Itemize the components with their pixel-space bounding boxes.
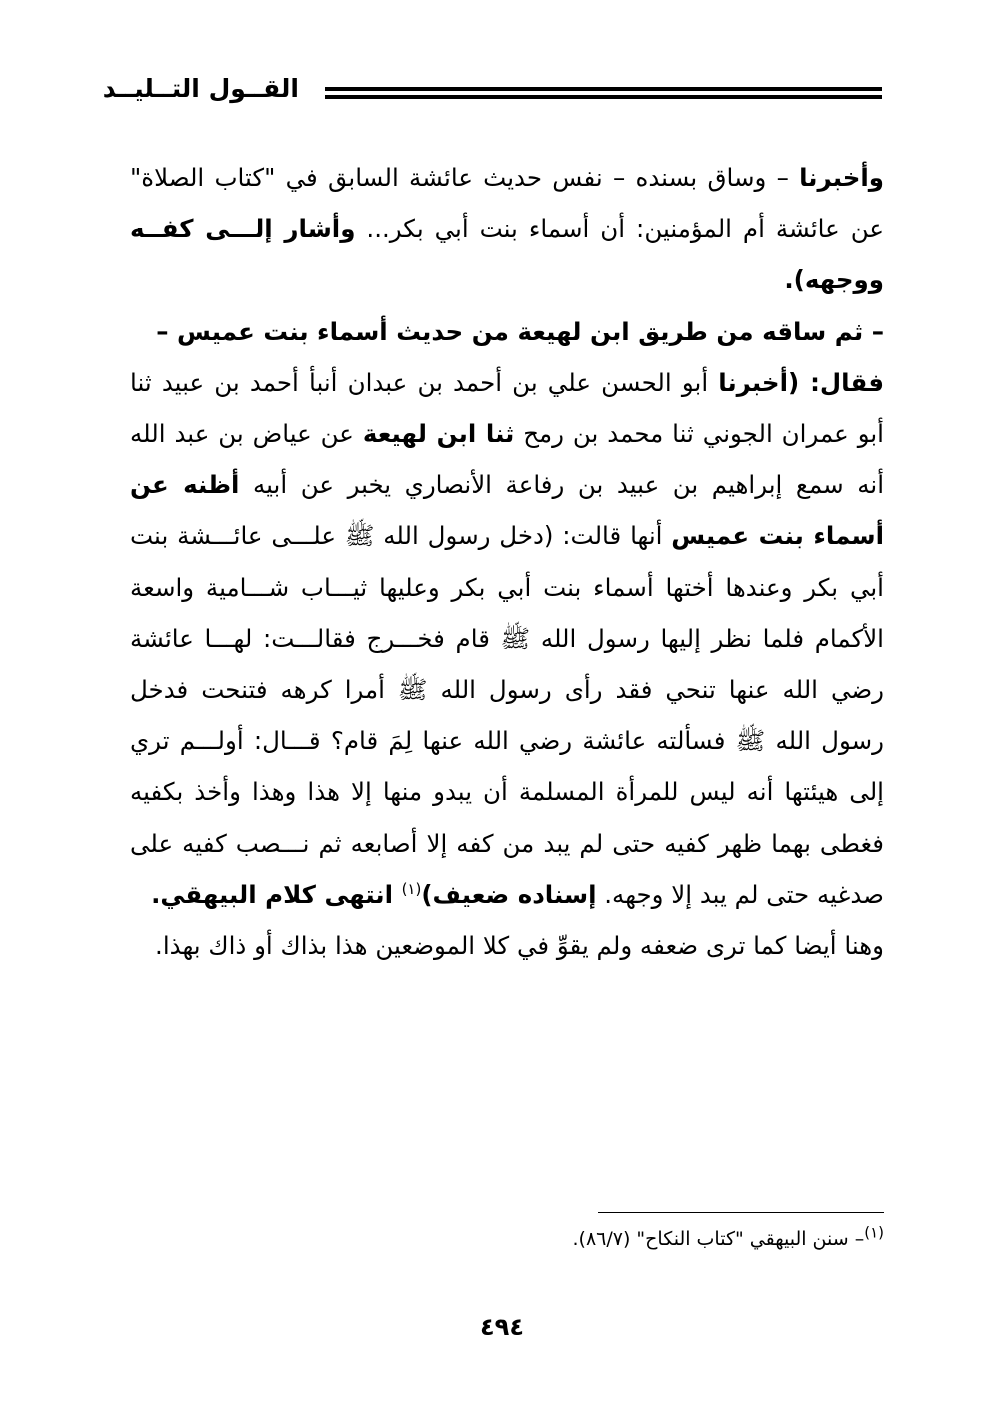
- text-run: وهنا أيضا كما ترى ضعفه ولم يقوِّ في كلا الموضعين هذا بذاك أو ذاك بهذا.: [155, 931, 884, 961]
- footnote-text: – سنن البيهقي "كتاب النكاح" (٨٦/٧).: [572, 1228, 865, 1250]
- footnote-reference[interactable]: (١): [401, 879, 422, 898]
- page-number: ٤٩٤: [480, 1313, 524, 1341]
- paragraph-2: [130, 306, 884, 357]
- header-rule-bottom: [325, 95, 882, 99]
- running-header-title: القــول التــليــد: [102, 74, 299, 103]
- footnote-separator: [598, 1212, 884, 1213]
- bold-phrase: ثنا ابن لهيعة: [362, 419, 515, 449]
- paragraph-1: [130, 152, 884, 306]
- header-rule-top: [325, 87, 882, 91]
- paragraph-3: [130, 357, 884, 920]
- text-run: أبو الحسن علي بن أحمد بن عبدان أنبأ أحمد بن عبيد ثنا أبو عمران الجوني ثنا محمد بن رمح: [130, 367, 884, 449]
- paragraph-4: [130, 920, 884, 971]
- footnote-marker: (١): [864, 1223, 884, 1242]
- text-run: أنها قالت: (دخل رسول الله ﷺ علـــى عائـــشة بنت أبي بكر وعندها أختها أسماء بنت أبي بكر وعليها ثيـــاب شـــامية واسعة الأكمام فلما نظر إليها رسول الله ﷺ قام فخـــرج فقالـــت: لهـــا عائشة رضي الله عنها تنحي فقد رأى رسول الله ﷺ أمرا كرهه فتنحت فدخل رسول الله ﷺ فسألته عائشة رضي الله عنها لِمَ قام؟ قـــال: أولـــم تري إلى هيئتها أنه ليس للمرأة المسلمة أن يبدو منها إلا هذا وهذا وأخذ بكفيه فغطى بهما ظهر كفيه حتى لم يبد من كفه إلا أصابعه ثم نـــصب كفيه على صدغيه حتى لم يبد إلا وجهه.: [130, 521, 884, 909]
- main-text: [130, 152, 884, 971]
- bold-phrase: إسناده ضعيف): [421, 879, 597, 909]
- bold-phrase: فقال: (أخبرنا: [718, 367, 884, 397]
- bold-phrase: أظنه عن أسماء بنت عميس: [130, 470, 884, 551]
- footnote: [284, 1223, 884, 1250]
- text-run: عن عياض بن عبد الله أنه سمع إبراهيم بن عبيد بن رفاعة الأنصاري يخبر عن أبيه: [130, 419, 884, 500]
- bold-phrase: وأشار إلـــى كفــه ووجهه).: [130, 214, 884, 295]
- bold-phrase: انتهى كلام البيهقي.: [151, 879, 402, 909]
- bold-phrase: – ثم ساقه من طريق ابن لهيعة من حديث أسماء بنت عميس –: [156, 316, 884, 346]
- text-run: – وساق بسنده – نفس حديث عائشة السابق في "كتاب الصلاة" عن عائشة أم المؤمنين: أن أسماء بنت أبي بكر...: [130, 163, 885, 244]
- bold-phrase: وأخبرنا: [799, 163, 884, 192]
